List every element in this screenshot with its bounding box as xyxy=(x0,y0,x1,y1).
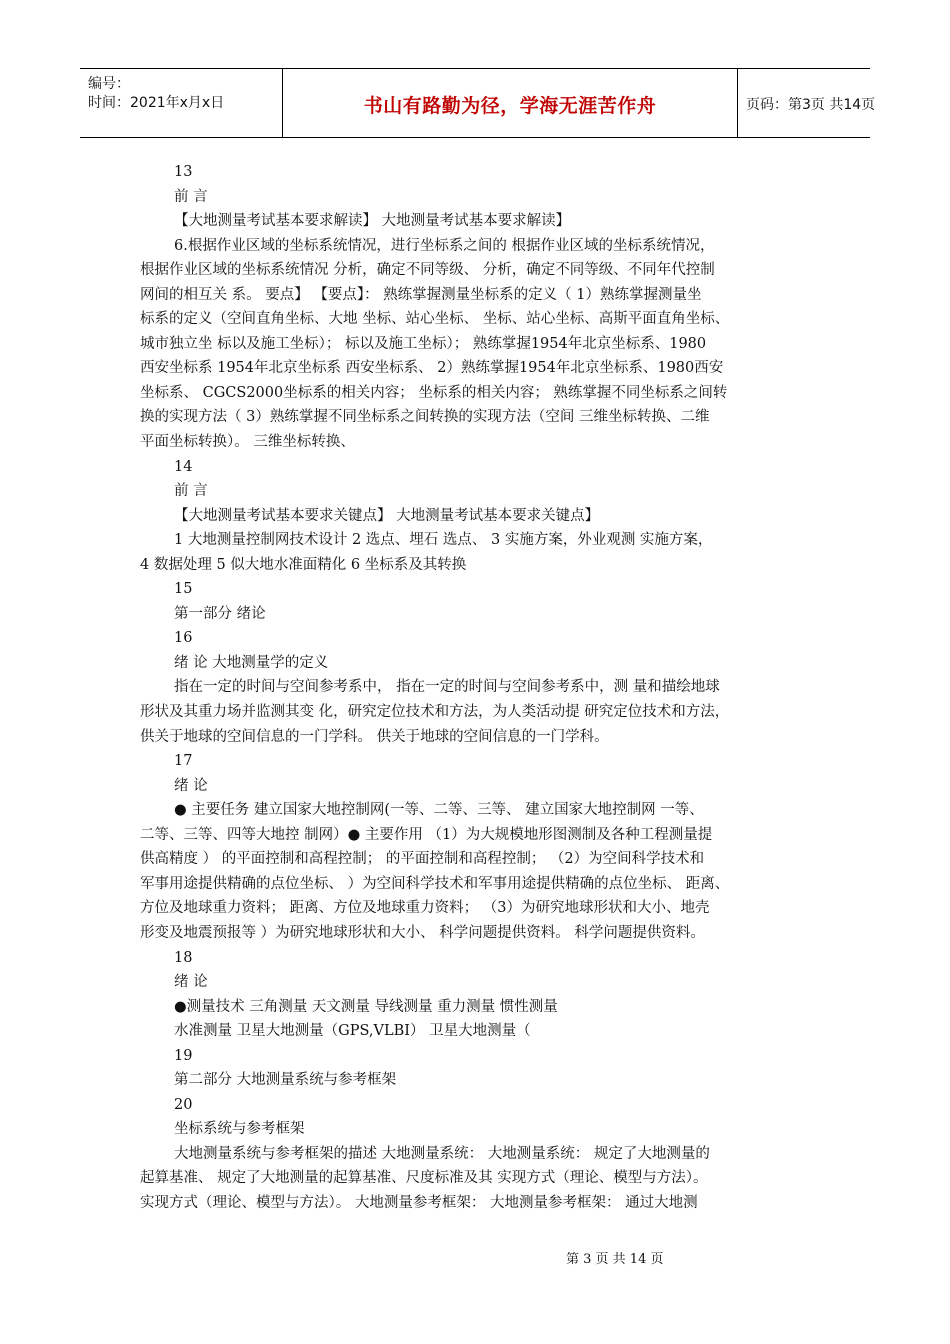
text-line: 13 xyxy=(174,164,193,180)
header-motto: 书山有路勤为径，学海无涯苦作舟 xyxy=(363,95,657,117)
text-line: 19 xyxy=(174,1047,193,1064)
text-line: 西安坐标系 1954年北京坐标系 西安坐标系、 2）熟练掌握1954年北京坐标系、1980西安 xyxy=(140,360,724,377)
text-line: 坐标系、 CGCS2000坐标系的相关内容； 坐标系的相关内容； 熟练掌握不同坐标系之间转 xyxy=(140,384,728,401)
text-line: 15 xyxy=(174,581,193,598)
text-line: 绪 论 大地测量学的定义 xyxy=(174,654,329,671)
text-line: 起算基准、 规定了大地测量的起算基准、尺度标准及其 实现方式（理论、模型与方法）。 xyxy=(140,1170,708,1187)
document-date: 时间：2021年x月x日 xyxy=(88,95,225,111)
text-line: 绪 论 xyxy=(174,777,208,794)
text-line: 军事用途提供精确的点位坐标、 ）为空间科学技术和军事用途提供精确的点位坐标、 距离、 xyxy=(140,875,730,892)
document-header xyxy=(80,68,876,138)
text-line: 指在一定的时间与空间参考系中， 指在一定的时间与空间参考系中，测 量和描绘地球 xyxy=(174,679,720,696)
text-line: 第二部分 大地测量系统与参考框架 xyxy=(174,1072,397,1089)
text-line: 4 数据处理 5 似大地水准面精化 6 坐标系及其转换 xyxy=(140,556,467,573)
text-line: 1 大地测量控制网技术设计 2 选点、埋石 选点、 3 实施方案，外业观测 实施方案， xyxy=(174,532,713,549)
document-body xyxy=(140,160,820,1216)
text-line: 水准测量 卫星大地测量（GPS,VLBI） 卫星大地测量（ xyxy=(174,1023,531,1040)
text-line: 坐标系统与参考框架 xyxy=(174,1121,305,1138)
header-right-cell xyxy=(736,69,876,137)
text-line: 18 xyxy=(174,949,193,966)
text-line: 二等、三等、四等大地控 制网）● 主要作用 （1）为大规模地形图测制及各种工程测量提 xyxy=(140,826,713,843)
text-line: 前 言 xyxy=(174,188,208,205)
text-line: 14 xyxy=(174,458,193,475)
text-line: 大地测量系统与参考框架的描述 大地测量系统： 大地测量系统： 规定了大地测量的 xyxy=(174,1145,710,1162)
text-line: ● 主要任务 建立国家大地控制网(一等、二等、三等、 建立国家大地控制网 一等、 xyxy=(174,802,704,819)
text-line: 平面坐标转换）。 三维坐标转换、 xyxy=(140,434,355,451)
header-left-cell xyxy=(80,69,282,137)
header-middle-cell xyxy=(282,69,738,137)
text-line: 根据作业区域的坐标系统情况 分析，确定不同等级、 分析，确定不同等级、不同年代控制 xyxy=(140,262,715,279)
text-line: 实现方式（理论、模型与方法）。 大地测量参考框架： 大地测量参考框架： 通过大地测 xyxy=(140,1194,698,1211)
text-line: 6.根据作业区域的坐标系统情况，进行坐标系之间的 根据作业区域的坐标系统情况， xyxy=(174,237,715,254)
footer-page-number: 第 3 页 共 14 页 xyxy=(566,1252,664,1267)
header-page-info: 页码：第3页 共14页 xyxy=(746,97,876,113)
text-line: 【大地测量考试基本要求关键点】 大地测量考试基本要求关键点】 xyxy=(174,507,600,524)
text-line: 城市独立坐 标以及施工坐标）； 标以及施工坐标）； 熟练掌握1954年北京坐标系、1980 xyxy=(140,335,707,352)
text-line: 供关于地球的空间信息的一门学科。 供关于地球的空间信息的一门学科。 xyxy=(140,728,609,745)
text-line: 方位及地球重力资料； 距离、方位及地球重力资料； （3）为研究地球形状和大小、地壳 xyxy=(140,900,710,917)
document-number-label: 编号： xyxy=(88,76,130,92)
text-line: 前 言 xyxy=(174,483,208,500)
text-line: 17 xyxy=(174,753,193,770)
text-line: 【大地测量考试基本要求解读】 大地测量考试基本要求解读】 xyxy=(174,213,571,230)
text-line: 形状及其重力场并监测其变 化，研究定位技术和方法，为人类活动提 研究定位技术和方法， xyxy=(140,704,730,721)
text-line: 网间的相互关 系。 要点】 【要点】： 熟练掌握测量坐标系的定义（ 1）熟练掌握测量坐 xyxy=(140,286,702,303)
text-line: 标系的定义（空间直角坐标、大地 坐标、站心坐标、 坐标、站心坐标、高斯平面直角坐标、 xyxy=(140,311,730,328)
text-line: 20 xyxy=(174,1096,193,1113)
text-line: ●测量技术 三角测量 天文测量 导线测量 重力测量 惯性测量 xyxy=(174,998,558,1015)
text-line: 第一部分 绪论 xyxy=(174,605,266,622)
text-line: 绪 论 xyxy=(174,974,208,991)
text-line: 形变及地震预报等 ）为研究地球形状和大小、 科学问题提供资料。 科学问题提供资料。 xyxy=(140,924,705,941)
text-line: 16 xyxy=(174,630,193,647)
text-line: 供高精度 ） 的平面控制和高程控制； 的平面控制和高程控制； （2）为空间科学技术和 xyxy=(140,851,705,868)
text-line: 换的实现方法（ 3）熟练掌握不同坐标系之间转换的实现方法（空间 三维坐标转换、二维 xyxy=(140,409,710,426)
